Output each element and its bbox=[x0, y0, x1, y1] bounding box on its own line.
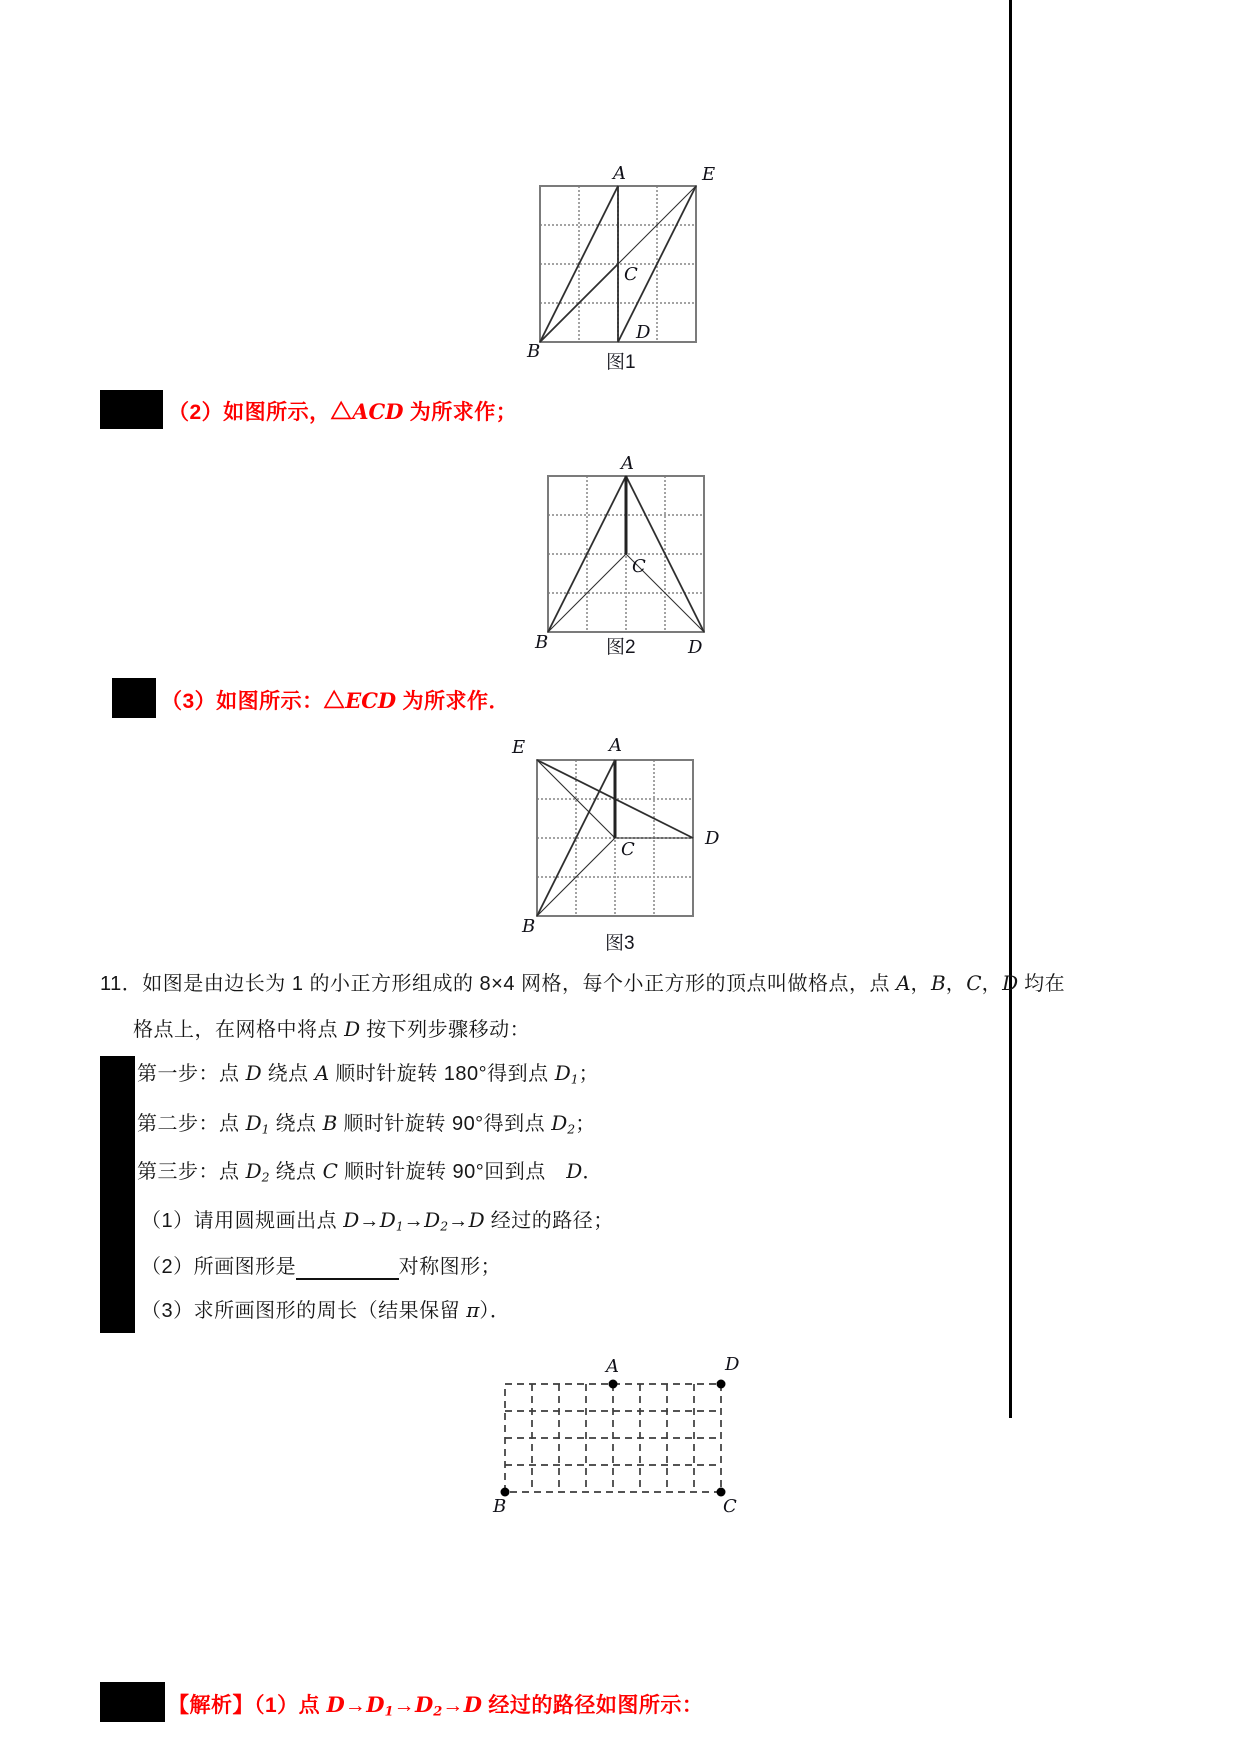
step-1-text: 第一步：点 D 绕点 A 顺时针旋转 180°得到点 $D_1$； bbox=[137, 1061, 600, 1087]
point-A-dot bbox=[609, 1380, 618, 1389]
point-label-C: C bbox=[723, 1496, 737, 1517]
point-label-E: E bbox=[512, 737, 526, 758]
figure-1-grid-diagram bbox=[510, 146, 735, 378]
point-label-A: A bbox=[606, 1356, 619, 1377]
problem-11-line1: 11．如图是由边长为 1 的小正方形组成的 8×4 网格，每个小正方形的顶点叫做格点，点 A，B，C，D 均在 bbox=[100, 971, 1066, 995]
redaction-block-analysis bbox=[100, 1682, 165, 1722]
figure-2-grid-diagram bbox=[518, 450, 748, 678]
point-label-C: C bbox=[624, 264, 638, 285]
point-label-D: D bbox=[688, 637, 703, 658]
point-label-C: C bbox=[621, 839, 635, 860]
point-label-D: D bbox=[636, 322, 651, 343]
point-label-A: A bbox=[613, 163, 626, 184]
figure-2-caption: 图2 bbox=[606, 637, 636, 658]
answer-part2-text: （2）如图所示，△ACD 为所求作； bbox=[168, 399, 518, 424]
point-label-B: B bbox=[527, 341, 541, 362]
segment-EC bbox=[537, 760, 615, 838]
redaction-block-2 bbox=[100, 390, 163, 429]
answer-part3-text: （3）如图所示：△ECD 为所求作． bbox=[161, 688, 510, 713]
point-D-dot bbox=[717, 1380, 726, 1389]
redaction-bar-steps bbox=[100, 1056, 135, 1333]
point-label-B: B bbox=[522, 916, 536, 937]
point-label-C: C bbox=[632, 556, 646, 577]
point-label-A: A bbox=[609, 735, 622, 756]
step-3-text: 第三步：点 $D_2$ 绕点 C 顺时针旋转 90°回到点 D． bbox=[137, 1159, 603, 1185]
question-2-text: （2）所画图形是 对称图形； bbox=[141, 1256, 502, 1278]
page-divider-line bbox=[1009, 0, 1012, 1418]
step-2-text: 第二步：点 $D_1$ 绕点 B 顺时针旋转 90°得到点 $D_2$； bbox=[137, 1111, 596, 1137]
analysis-text: 【解析】（1）点 $D\to D_1\to D_2\to D$ 经过的路径如图所示： bbox=[168, 1692, 704, 1720]
point-label-B: B bbox=[535, 632, 549, 653]
point-label-E: E bbox=[702, 164, 716, 185]
point-label-A: A bbox=[621, 453, 634, 474]
point-label-B: B bbox=[493, 1496, 507, 1517]
problem-11-line2: 格点上，在网格中将点 D 按下列步骤移动： bbox=[133, 1017, 531, 1041]
figure-3-caption: 图3 bbox=[605, 933, 635, 954]
question-1-text: （1）请用圆规画出点 $D\to D_1\to D_2\to D$ 经过的路径； bbox=[141, 1208, 614, 1234]
figure-3-grid-diagram bbox=[497, 683, 742, 955]
figure-1-caption: 图1 bbox=[606, 352, 636, 373]
point-label-D: D bbox=[725, 1354, 740, 1375]
question-3-text: （3）求所画图形的周长（结果保留 π）． bbox=[141, 1298, 511, 1322]
redaction-block-3 bbox=[112, 678, 156, 718]
point-label-D: D bbox=[705, 828, 720, 849]
figure-4-dashed-grid bbox=[485, 1350, 795, 1520]
